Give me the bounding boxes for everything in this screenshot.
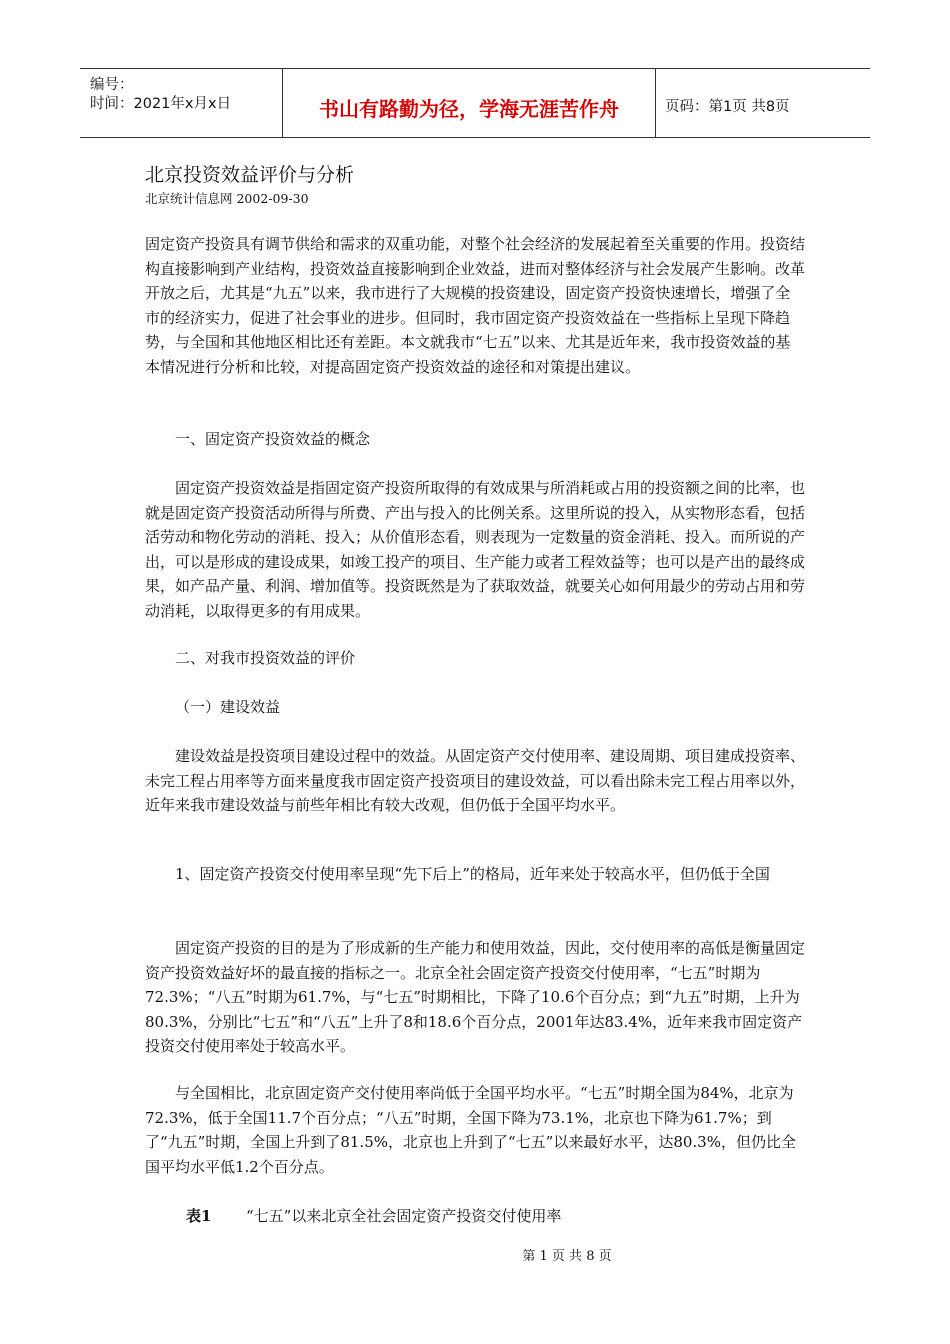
intro-text: 固定资产投资具有调节供给和需求的双重功能，对整个社会经济的发展起着至关重要的作用。投资结构直接影响到产业结构，投资效益直接影响到企业效益，进而对整体经济与社会发展产生影响。改革开放之后，尤其是“九五”以来，我市进行了大规模的投资建设，固定资产投资快速增长，增强了全市的经济实力，促进了社会事业的进步。但同时，我市固定资产投资效益在一些指标上呈现下降趋势，与全国和其他地区相比还有差距。本文就我市“七五”以来、尤其是近年来，我市投资效益的基本情况进行分析和比较，对提高固定资产投资效益的途径和对策提出建议。 [145,235,806,376]
article-source: 北京统计信息网 2002-09-30 [145,191,309,206]
document-header [80,68,870,138]
motto-text: 书山有路勤为径，学海无涯苦作舟 [319,97,619,121]
concept-paragraph [145,476,805,624]
subsection-heading-construction: （一）建设效益 [175,698,281,716]
document-number-label: 编号： [90,77,134,93]
header-motto-cell [282,69,656,137]
article-title: 北京投资效益评价与分析 [145,164,355,186]
construction-text: 建设效益是投资项目建设过程中的效益。从固定资产交付使用率、建设周期、项目建成投资率、未完工程占用率等方面来量度我市固定资产投资项目的建设效益，可以看出除未完工程占用率以外，近年来我市建设效益与前些年相比有较大改观，但仍低于全国平均水平。 [145,747,806,815]
header-meta-cell [80,69,282,137]
header-page-info: 页码：第1页 共8页 [665,99,790,115]
section-heading-1: 一、固定资产投资效益的概念 [175,430,371,448]
point-heading-text: 1、固定资产投资交付使用率呈现“先下后上”的格局，近年来处于较高水平，但仍低于全国 [175,865,770,883]
table-caption-number: 表1 [186,1207,212,1225]
delivery-rate-paragraph [145,936,805,1059]
document-date: 时间：2021年x月x日 [90,96,232,112]
page-number-footer: 第 1 页 共 8 页 [522,1249,612,1264]
delivery-rate-text: 固定资产投资的目的是为了形成新的生产能力和使用效益，因此，交付使用率的高低是衡量固定资产投资效益好坏的最直接的指标之一。北京全社会固定资产投资交付使用率，“七五”时期为72.3%；“八五”时期为61.7%，与“七五”时期相比，下降了10.6个百分点；到“九五”时期，上升为80.3%，分别比“七五”和“八五”上升了8和18.6个百分点，2001年达83.4%，近年来我市固定资产投资交付使用率处于较高水平。 [145,939,806,1056]
point-heading-1 [145,862,805,887]
national-comparison-paragraph [145,1081,805,1179]
intro-paragraph [145,232,805,380]
table-caption-text: “七五”以来北京全社会固定资产投资交付使用率 [246,1207,562,1225]
national-comparison-text: 与全国相比，北京固定资产交付使用率尚低于全国平均水平。“七五”时期全国为84%，北京为72.3%，低于全国11.7个百分点；“八五”时期，全国下降为73.1%，北京也下降为61.7%；到了“九五”时期，全国上升到了81.5%，北京也上升到了“七五”以来最好水平，达80.3%，但仍比全国平均水平低1.2个百分点。 [145,1084,796,1176]
section-heading-2: 二、对我市投资效益的评价 [175,649,356,667]
table-caption [186,1205,561,1226]
concept-text: 固定资产投资效益是指固定资产投资所取得的有效成果与所消耗或占用的投资额之间的比率，也就是固定资产投资活动所得与所费、产出与投入的比例关系。这里所说的投入，从实物形态看，包括活劳动和物化劳动的消耗、投入；从价值形态看，则表现为一定数量的资金消耗、投入。而所说的产出，可以是形成的建设成果，如竣工投产的项目、生产能力或者工程效益等；也可以是产出的最终成果，如产品产量、利润、增加值等。投资既然是为了获取效益，就要关心如何用最少的劳动占用和劳动消耗，以取得更多的有用成果。 [145,479,806,620]
construction-paragraph [145,744,805,818]
